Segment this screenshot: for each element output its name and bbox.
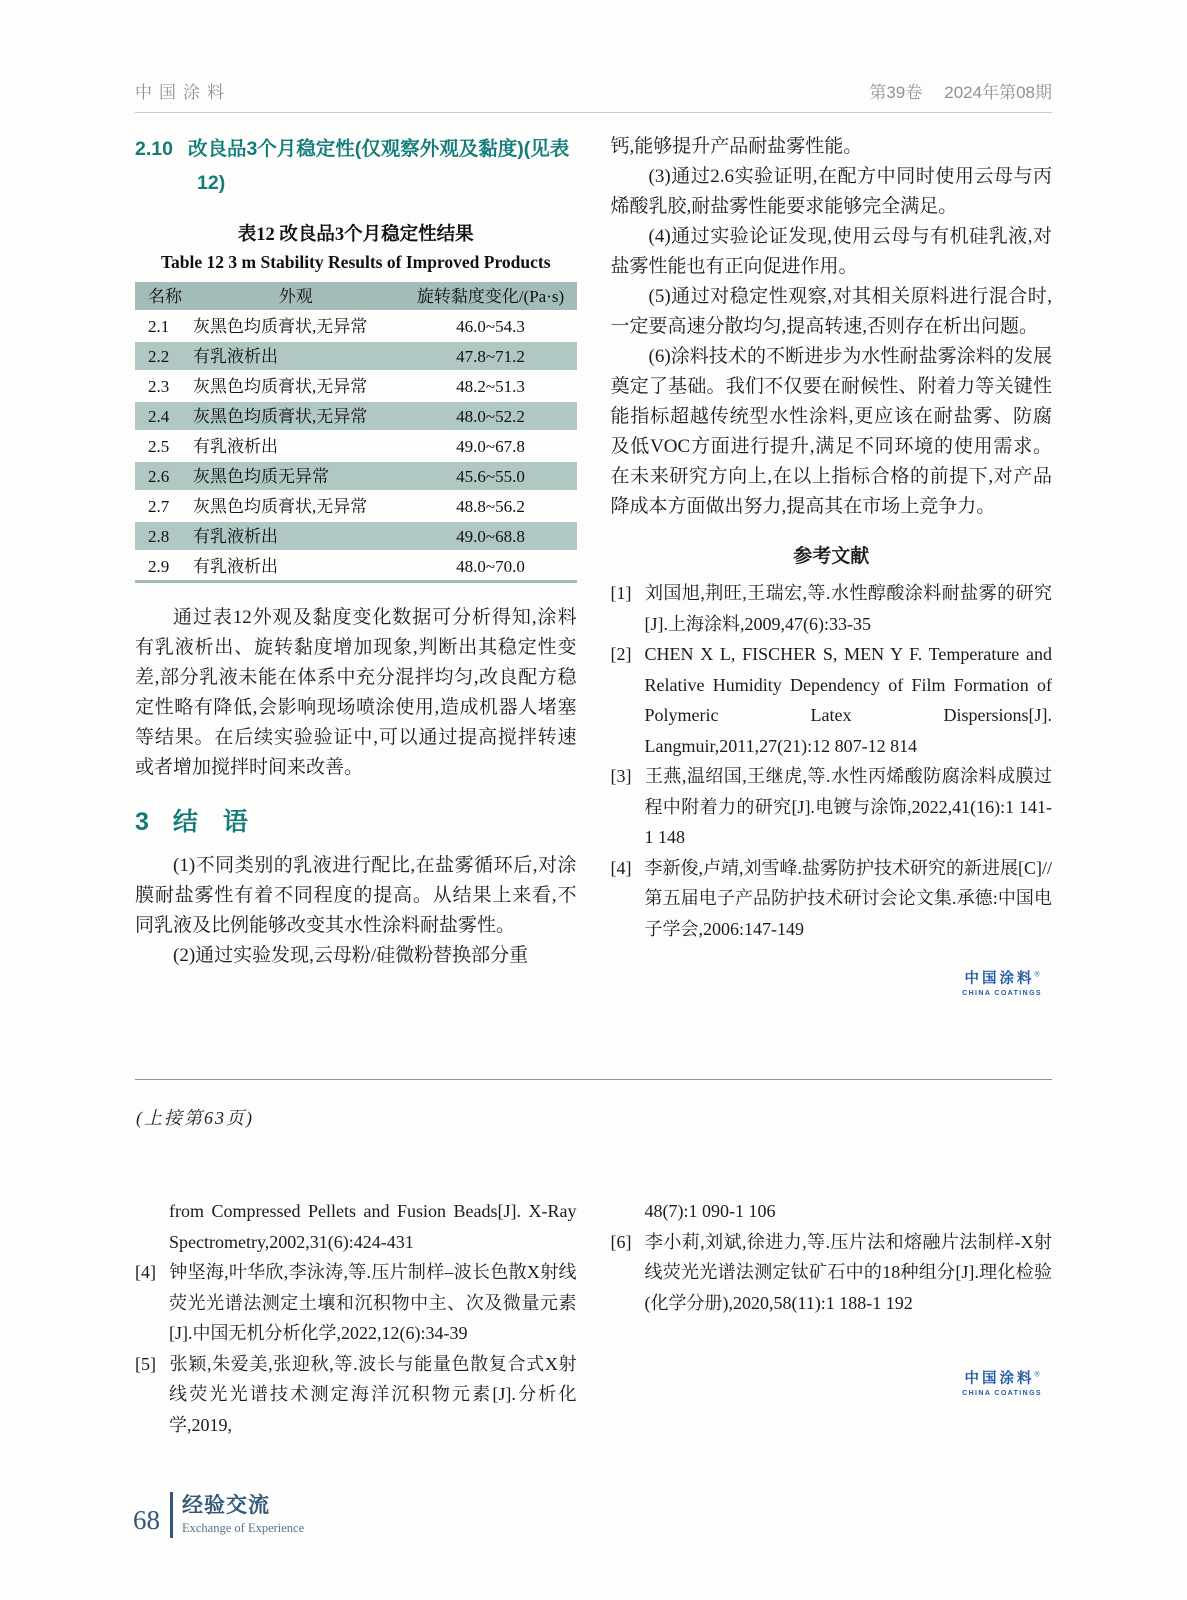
cell-viscosity: 48.0~70.0 — [456, 557, 525, 576]
table-row — [135, 551, 577, 582]
reference-item — [611, 578, 1053, 639]
stability-table — [135, 282, 577, 583]
section-2-10-heading — [135, 132, 577, 200]
cell-viscosity: 46.0~54.3 — [456, 317, 525, 336]
conclusion-paragraph: (1)不同类别的乳液进行配比,在盐雾循环后,对涂膜耐盐雾性有着不同程度的提高。从结果上来看,不同乳液及比例能够改变其水性涂料耐盐雾性。 — [135, 855, 577, 936]
reference-label: [6] — [610, 1231, 632, 1252]
reference-text: 钟坚海,叶华欣,李泳涛,等.压片制样–波长色散X射线荧光光谱法测定土壤和沉积物中主、次及微量元素[J].中国无机分析化学,2022,12(6):34-39 — [169, 1262, 577, 1343]
reference-text: from Compressed Pellets and Fusion Beads[J]. X-Ray Spectrometry,2002,31(6):424-431 — [169, 1201, 577, 1252]
reference-label: [4] — [610, 857, 632, 878]
left-column — [135, 126, 577, 1000]
cell-appearance: 有乳液析出 — [193, 557, 278, 576]
cell-viscosity: 49.0~67.8 — [456, 437, 525, 456]
reference-label: [3] — [610, 766, 632, 786]
continuation-paragraph: 钙,能够提升产品耐盐雾性能。 — [610, 136, 863, 157]
cell-viscosity: 45.6~55.0 — [456, 467, 525, 486]
china-coatings-logo — [962, 1370, 1042, 1398]
conclusion-paragraph: (2)通过实验发现,云母粉/硅微粉替换部分重 — [173, 945, 529, 966]
article-divider — [135, 1079, 1052, 1080]
logo-text-zh: 中国涂料 — [964, 971, 1035, 987]
table-row — [135, 371, 577, 401]
logo-container — [611, 970, 1053, 1000]
reference-text: CHEN X L, FISCHER S, MEN Y F. Temperature and Relative Humidity Dependency of Film Formation of Polymeric Latex Dispersions[J]. Langmuir,2011,27(21):12 807-12 814 — [644, 644, 1052, 756]
analysis-paragraph: 通过表12外观及黏度变化数据可分析得知,涂料有乳液析出、旋转黏度增加现象,判断出其稳定性变差,部分乳液未能在体系中充分混拌均匀,改良配方稳定性略有降低,会影响现场喷涂使用,造成机器人堵塞等结果。在后续实验验证中,可以通过提高搅拌转速或者增加搅拌时间来改善。 — [135, 607, 577, 778]
issue-label: 2024年第08期 — [944, 83, 1052, 102]
logo-text-en: CHINA COATINGS — [962, 989, 1042, 997]
cell-name: 2.7 — [148, 497, 170, 516]
table-row — [135, 401, 577, 431]
logo-text-en: CHINA COATINGS — [962, 1389, 1042, 1397]
issue-info — [869, 78, 1052, 103]
trademark-icon: ® — [1034, 971, 1040, 979]
cell-appearance: 有乳液析出 — [193, 347, 278, 366]
footer-divider-bar — [170, 1492, 173, 1538]
table-row — [135, 341, 577, 371]
reference-item — [135, 1196, 577, 1257]
continued-right-column — [611, 1196, 1053, 1440]
section-3-heading — [135, 805, 577, 839]
cell-appearance: 灰黑色均质膏状,无异常 — [193, 317, 368, 336]
cell-viscosity: 49.0~68.8 — [456, 527, 525, 546]
volume-label: 第39卷 — [869, 83, 923, 102]
reference-item — [611, 639, 1053, 761]
table-row — [135, 431, 577, 461]
trademark-icon: ® — [1034, 1371, 1040, 1379]
table-header-row — [135, 282, 577, 311]
page-number: 68 — [133, 1504, 160, 1535]
table-row — [135, 521, 577, 551]
reference-text: 张颖,朱爱美,张迎秋,等.波长与能量色散复合式X射线荧光光谱技术测定海洋沉积物元素[J].分析化学,2019, — [169, 1353, 577, 1435]
cell-appearance: 灰黑色均质膏状,无异常 — [193, 377, 368, 396]
table-title-zh: 表12 改良品3个月稳定性结果 — [237, 225, 474, 245]
china-coatings-logo — [962, 970, 1042, 998]
reference-item — [611, 1196, 1053, 1227]
section-title: 改良品3个月稳定性(仅观察外观及黏度)(见表12) — [187, 138, 570, 194]
reference-item — [135, 1257, 577, 1349]
cell-viscosity: 48.0~52.2 — [456, 407, 525, 426]
footer-section-subtitle: Exchange of Experience — [182, 1520, 305, 1535]
reference-label: [4] — [135, 1262, 156, 1282]
reference-text: 李小莉,刘斌,徐进力,等.压片法和熔融片法制样-X射线荧光光谱法测定钛矿石中的18种组分[J].理化检验(化学分册),2020,58(11):1 188-1 192 — [644, 1231, 1052, 1313]
cell-name: 2.6 — [148, 467, 170, 486]
page-header — [135, 78, 1052, 113]
conclusion-point: (3)通过2.6实验证明,在配方中同时使用云母与丙烯酸乳胶,耐盐雾性能要求能够完全满足。 — [610, 166, 1052, 217]
table-row — [135, 491, 577, 521]
table-title-en: Table 12 3 m Stability Results of Improved Products — [160, 252, 551, 272]
section-number: 2.10 — [135, 138, 173, 160]
cell-name: 2.1 — [148, 317, 170, 336]
reference-text: 李新俊,卢靖,刘雪峰.盐雾防护技术研究的新进展[C]//第五届电子产品防护技术研讨会论文集.承德:中国电子学会,2006:147-149 — [644, 857, 1052, 939]
cell-appearance: 灰黑色均质膏状,无异常 — [193, 407, 368, 426]
cell-appearance: 灰黑色均质无异常 — [193, 467, 329, 486]
cell-viscosity: 47.8~71.2 — [456, 347, 525, 366]
reference-item — [611, 1227, 1053, 1319]
conclusion-point: (6)涂料技术的不断进步为水性耐盐雾涂料的发展奠定了基础。我们不仅要在耐候性、附着力等关键性能指标超越传统型水性涂料,更应该在耐盐雾、防腐及低VOC方面进行提升,满足不同环境的使用需求。在未来研究方向上,在以上指标合格的前提下,对产品降成本方面做出努力,提高其在市场上竞争力。 — [610, 346, 1052, 517]
cell-name: 2.8 — [148, 527, 170, 546]
continued-from-note: (上接第63页) — [136, 1108, 254, 1128]
section-title: 结 语 — [172, 808, 248, 836]
cell-name: 2.4 — [148, 407, 170, 426]
reference-label: [1] — [610, 583, 632, 603]
reference-item — [611, 761, 1053, 853]
reference-text: 王燕,温绍国,王继虎,等.水性丙烯酸防腐涂料成膜过程中附着力的研究[J].电镀与涂饰,2022,41(16):1 141-1 148 — [644, 766, 1052, 847]
page-footer — [133, 1492, 304, 1538]
cell-name: 2.5 — [148, 437, 170, 456]
cell-appearance: 灰黑色均质膏状,无异常 — [193, 497, 368, 516]
reference-label: [5] — [135, 1353, 156, 1374]
conclusion-point: (5)通过对稳定性观察,对其相关原料进行混合时,一定要高速分散均匀,提高转速,否则存在析出问题。 — [610, 286, 1052, 337]
continued-left-column — [135, 1196, 577, 1440]
logo-row — [962, 970, 1042, 988]
cell-appearance: 有乳液析出 — [193, 527, 278, 546]
column-header: 旋转黏度变化/(Pa·s) — [405, 282, 577, 311]
continued-section — [135, 1196, 1052, 1440]
logo-container — [611, 1370, 1053, 1400]
footer-section-title: 经验交流 — [182, 1494, 270, 1518]
cell-name: 2.3 — [148, 377, 170, 396]
cell-name: 2.9 — [148, 557, 170, 576]
column-header: 外观 — [187, 282, 405, 311]
reference-item — [611, 853, 1053, 945]
cell-viscosity: 48.2~51.3 — [456, 377, 525, 396]
cell-appearance: 有乳液析出 — [193, 437, 278, 456]
reference-item — [135, 1349, 577, 1441]
main-columns — [135, 126, 1052, 1000]
table-row — [135, 311, 577, 341]
logo-row — [962, 1370, 1042, 1388]
reference-label: [2] — [610, 644, 632, 664]
footer-section — [182, 1494, 304, 1535]
cell-name: 2.2 — [148, 347, 170, 366]
journal-name: 中国涂料 — [135, 83, 231, 102]
table-block — [135, 220, 577, 583]
reference-text: 48(7):1 090-1 106 — [644, 1201, 776, 1221]
conclusion-point: (4)通过实验论证发现,使用云母与有机硅乳液,对盐雾性能也有正向促进作用。 — [610, 226, 1052, 277]
section-number: 3 — [135, 808, 149, 836]
reference-text: 刘国旭,荆旺,王瑞宏,等.水性醇酸涂料耐盐雾的研究[J].上海涂料,2009,47(6):33-35 — [644, 583, 1052, 634]
references-heading: 参考文献 — [793, 546, 870, 567]
table-row — [135, 461, 577, 491]
column-header: 名称 — [135, 282, 187, 311]
logo-text-zh: 中国涂料 — [964, 1371, 1035, 1387]
right-column — [611, 126, 1053, 1000]
cell-viscosity: 48.8~56.2 — [456, 497, 525, 516]
